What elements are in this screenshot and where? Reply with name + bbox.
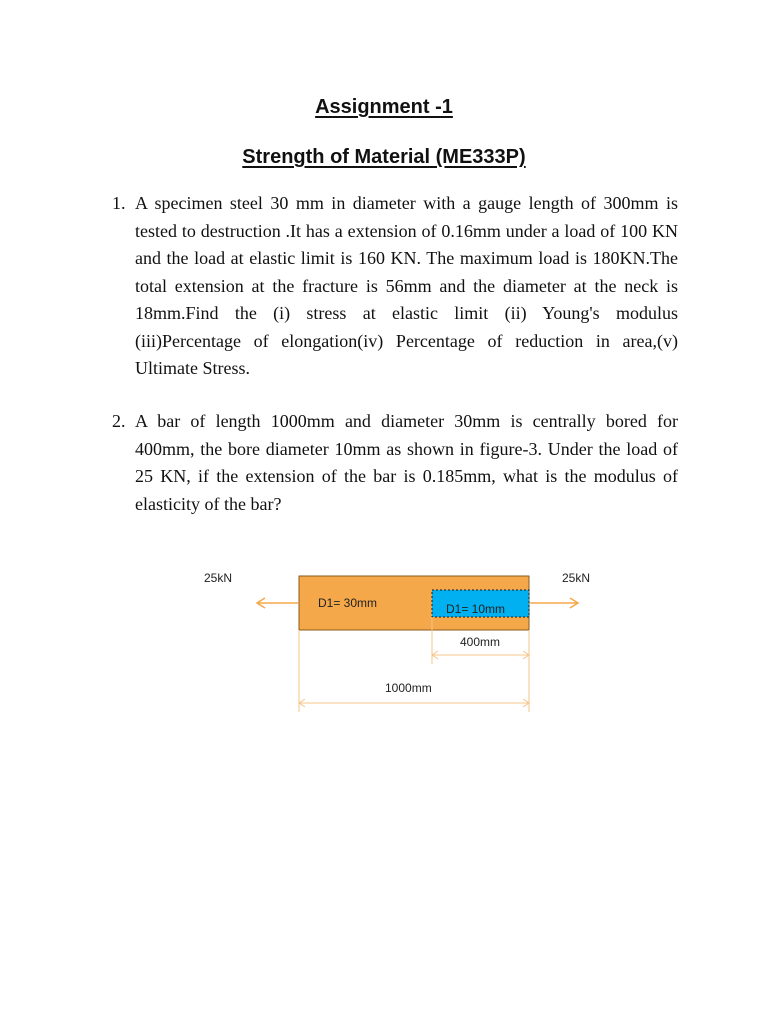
bore-diameter-label: D1= 10mm bbox=[446, 602, 506, 616]
right-load-label: 25kN bbox=[562, 571, 591, 585]
left-load-arrow bbox=[257, 598, 298, 608]
question-text: A bar of length 1000mm and diameter 30mm is centrally bored for 400mm, the bore diameter 10mm as shown in figure-3. Under the load of 25 KN, if the extension of the bar is 0.185mm, what is the modulus of elasticity of the bar? bbox=[135, 411, 678, 514]
question-text: A specimen steel 30 mm in diameter with a gauge length of 300mm is tested to destruction .It has a extension of 0.16mm under a load of 100 KN and the load at elastic limit is 160 KN. The maximum load is 180KN.The total extension at the fracture is 56mm and the diameter at the neck is 18mm.Find the (i) stress at elastic limit (ii) Young's modulus (iii)Percentage of elongation(iv) Percentage of reduction in area,(v) Ultimate Stress. bbox=[135, 193, 678, 378]
right-load-arrow bbox=[530, 598, 578, 608]
question-number: 2. bbox=[112, 411, 126, 431]
course-title: Strength of Material (ME333P) bbox=[242, 146, 526, 168]
bore-length-label: 400mm bbox=[460, 635, 501, 649]
question-number: 1. bbox=[112, 193, 126, 213]
bar-diameter-label: D1= 30mm bbox=[318, 596, 378, 610]
assignment-title: Assignment -1 bbox=[315, 96, 453, 118]
total-length-label: 1000mm bbox=[385, 681, 432, 695]
left-load-label: 25kN bbox=[204, 571, 233, 585]
